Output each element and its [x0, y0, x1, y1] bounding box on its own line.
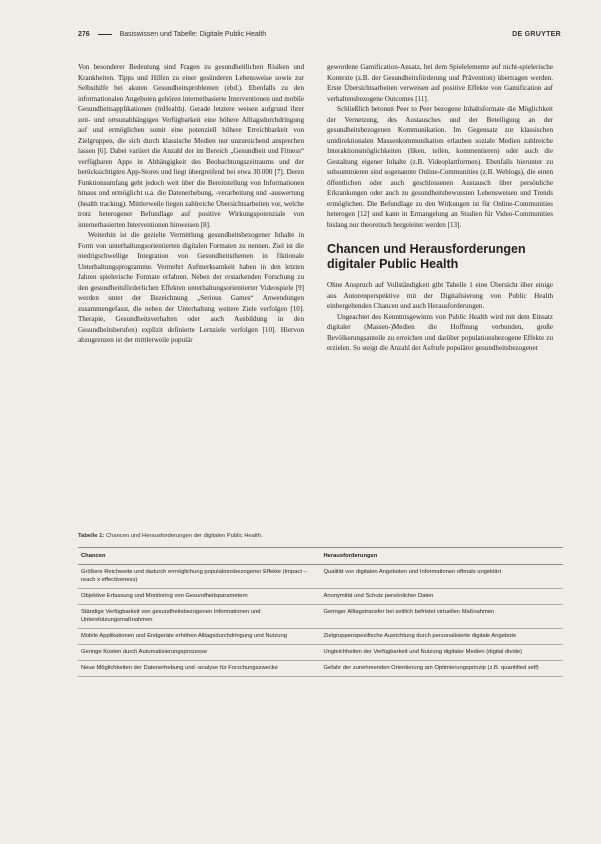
- table-header-row: [78, 548, 563, 565]
- header-rule: [98, 34, 112, 35]
- table-cell: Zielgruppenspezifische Ausrichtung durch personalisierte digitale Angebote: [321, 629, 564, 645]
- right-column: [327, 62, 553, 354]
- body-paragraph: gewordene Gamification-Ansatz, bei dem Spielelemente auf nicht-spielerische Kontexte (z.B. der Gesundheitsförderung und Prävention) übertragen werden. Erste Übersichtsarbeiten verweisen auf positive Effekte von Gamification auf verhaltensbezogene Outcomes [11].: [327, 63, 553, 103]
- body-paragraph: Ungeachtet des Kenntnisgewinns von Public Health wird mit dem Einsatz digitaler (Massen-)Medien die Hoffnung verbunden, große Bevölkerungsanteile zu erreichen und darüber populationsbezogene Effekte zu erzielen. So steigt die Anzahl der Aufrufe populärer gesundheitsbezogener: [327, 312, 553, 352]
- column-header-herausforderungen: Herausforderungen: [321, 548, 564, 565]
- body-paragraph: Schließlich betonen Peer to Peer bezogene Inhaltsformate die Möglichkeit der Vernetzung, des Austausches und der Beteiligung an der gesundheitsbezogenen Kommunikation. Im Gegensatz zur klassischen unidirektionalen Massenkommunikation erlauben soziale Medien zahlreiche Interaktionsmöglichkeiten (liken, teilen, kommentieren) oder auch die Gestaltung eigener Inhalte (z.B. Videoplattformen). Ebenfalls hierunter zu subsummieren sind sogenannte Online-Communities (z.B. Weblogs), die einen öffentlichen oder auch geschlossenen Austausch über persönliche Erkrankungen oder auch zu gesundheitsbewussten Lebensweisen und Trends ermöglichen. Die Befundlage zu den Wirkungen ist für Online-Communities heterogen [12] und kann in Ermangelung an Studien für Video-Communities bislang nur theoretisch hergeleitet werden [13].: [327, 105, 553, 229]
- table-cell: Qualität von digitalen Angeboten und Informationen oftmals ungeklärt: [321, 565, 564, 589]
- table-row: [78, 565, 563, 589]
- table-cell: Gefahr der zunehmenden Orientierung am Optimierungsprinzip (z.B. quantified self): [321, 661, 564, 677]
- table-caption-label: Tabelle 1:: [78, 533, 105, 539]
- table-cell: Anonymität und Schutz persönlicher Daten: [321, 589, 564, 605]
- body-paragraph: Weiterhin ist die gezielte Vermittlung gesundheitsbezogener Inhalte in Form von unterhaltungsorientierten digitalen Formaten zu nennen. Ziel ist die niedrigschwellige Integration von Gesundheitsthemen in fiktionale Unterhaltungsprogramme. Vermehrt Aufmerksamkeit haben in den letzten Jahren spielerische Formate erfahren. Neben der erstarkenden Forschung zu den gesundheitsförderlichen Effekten unterhaltungsorientierter Videospiele [9] werden unter der Bezeichnung „Serious Games“ Anwendungen zusammengefasst, die neben der Unterhaltung weitere Ziele verfolgen [10]. Therapie, Gesundheitsverhalten oder auch Ausbildung in den Gesundheitsberufen) explizit definierte Lernziele verfolgen [10]. Hiervon abzugrenzen ist der mittlerweile populär: [78, 231, 304, 344]
- running-title: Basiswissen und Tabelle: Digitale Public Health: [119, 31, 267, 38]
- column-header-chancen: Chancen: [78, 548, 321, 565]
- table-cell: Geringe Kosten durch Automatisierungsprozesse: [78, 645, 321, 661]
- table-cell: Ungleichheiten der Verfügbarkeit und Nutzung digitaler Medien (digital divide): [321, 645, 564, 661]
- table-cell: Ständige Verfügbarkeit von gesundheitsbezogenen Informationen und Unterstützungsmaßnahmen: [78, 605, 321, 629]
- table-cell: Objektive Erfassung und Monitoring von Gesundheitsparametern: [78, 589, 321, 605]
- section-heading: Chancen und Herausforderungen digitaler Public Health: [327, 242, 526, 271]
- table-row: [78, 605, 563, 629]
- running-header: [78, 31, 561, 43]
- table-caption-text: Chancen und Herausforderungen der digitalen Public Health.: [105, 533, 263, 539]
- table-caption: [78, 533, 263, 539]
- table-row: [78, 629, 563, 645]
- table-row: [78, 645, 563, 661]
- body-paragraph: Von besonderer Bedeutung sind Fragen zu gesundheitlichen Risiken und Krankheiten. Tipps und Hilfen zu einer gesünderen Lebensweise sowie zur Selbsthilfe bei akuten Gesundheitsproblemen (ebd.). Ebenfalls zu den informationalen Angeboten gehören internetbasierte Interventionen und mobile Gesundheitsapplikationen (mHealth). Gerade letztere weisen aufgrund ihrer zeit- und ortsunabhängigen Verfügbarkeit eine höhere Alltagsdurchdringung auf und ermöglichen somit eine potenziell höhere Erreichbarkeit von Zielgruppen, die sich durch klassische Medien nur unzureichend ansprechen lassen [6]. Dabei variiert die Anzahl der im Bereich „Gesundheit und Fitness“ verfügbaren Apps in Abhängigkeit des Beobachtungszeitraums und der berücksichtigten App-Stores und liegt übergreifend bei etwa 30.000 [7]. Deren Funktionsumfang geht jedoch weit über die Bereitstellung von Informationen hinaus und ermöglicht u.a. die Datenerhebung, -verarbeitung und -auswertung (health tracking). Mittlerweile liegen zahlreiche Übersichtsarbeiten vor, welche trotz heterogener Befundlage auf positive Wirkungspotenziale von internetbasierten Interventionen hinweisen [8].: [78, 63, 304, 229]
- publisher-logo: DE GRUYTER: [512, 31, 561, 38]
- left-column: [78, 62, 304, 346]
- page-number: 276: [78, 31, 90, 38]
- table-row: [78, 661, 563, 677]
- table-cell: Größere Reichweite und dadurch ermöglichung populationsbezogener Effekte (Impact – reach x effectiveness): [78, 565, 321, 589]
- chancen-herausforderungen-table: [78, 547, 563, 677]
- table-cell: Neue Möglichkeiten der Datenerhebung und -analyse für Forschungszwecke: [78, 661, 321, 677]
- table-cell: Mobile Applikationen und Endgeräte erhöhen Alltagsdurchdringung und Nutzung: [78, 629, 321, 645]
- table-cell: Geringer Alltagstransfer bei zeitlich befristet virtuellen Maßnahmen: [321, 605, 564, 629]
- body-paragraph: Ohne Anspruch auf Vollständigkeit gibt Tabelle 1 eine Übersicht über einige aus Autorenperspektive mit der Digitalisierung von Public Health einhergehenden Chancen und auch Herausforderungen.: [327, 281, 553, 310]
- table-row: [78, 589, 563, 605]
